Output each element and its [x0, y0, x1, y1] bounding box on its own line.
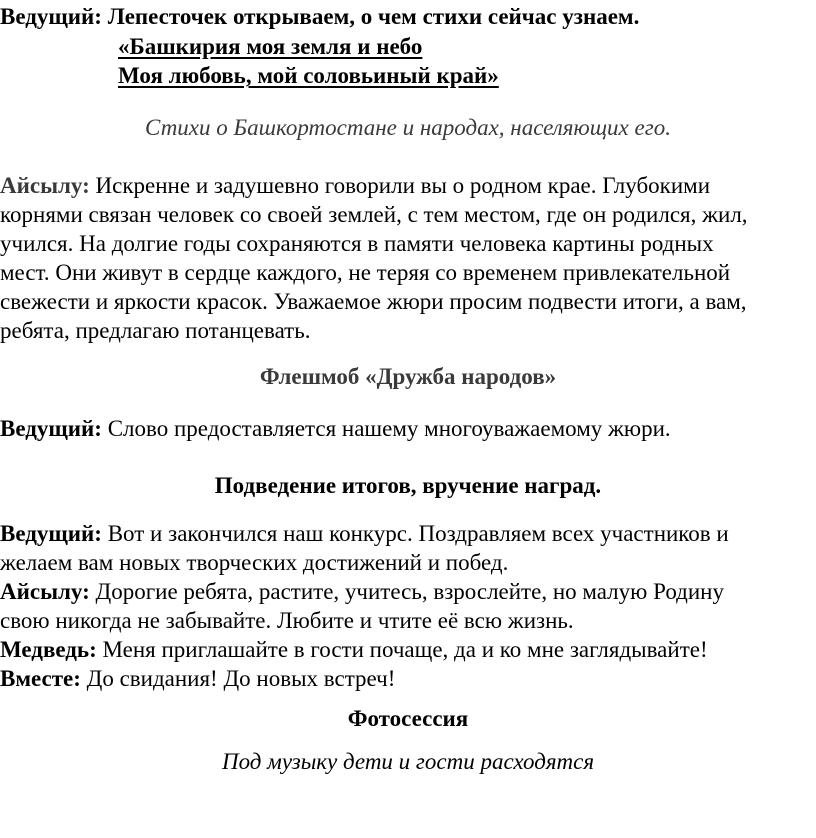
host-line: Вот и закончился наш конкурс. Поздравляем всех участников и: [107, 521, 729, 546]
host-line: желаем вам новых творческих достижений и побед.: [0, 550, 509, 575]
together-speaker: Вместе:: [0, 666, 81, 691]
bear-speaker: Медведь:: [0, 637, 97, 662]
aisylu-speaker: Айсылу:: [0, 579, 90, 604]
jury-speaker: Ведущий:: [0, 416, 102, 441]
host-speaker: Ведущий:: [0, 521, 102, 546]
poem-line-1: «Башкирия моя земля и небо: [118, 34, 423, 59]
aisylu-speaker: Айсылу:: [0, 173, 90, 198]
flashmob-heading: Флешмоб «Дружба народов»: [259, 364, 557, 389]
aisylu-paragraph: [0, 171, 800, 345]
aisylu-line: ребята, предлагаю потанцевать.: [0, 318, 311, 343]
photo-session-heading: Фотосессия: [347, 706, 469, 731]
aisylu-line: свежести и яркости красок. Уважаемое жюри просим подвести итоги, а вам,: [0, 289, 747, 314]
aisylu-closing-line: свою никогда не забывайте. Любите и чтите её всю жизнь.: [0, 608, 574, 633]
aisylu-line: Искренне и задушевно говорили вы о родном крае. Глубокими: [95, 173, 711, 198]
aisylu-line: мест. Они живут в сердце каждого, не теряя со временем привлекательной: [0, 260, 731, 285]
jury-line: [0, 414, 671, 444]
closing-block: [0, 519, 800, 693]
poem-line-2: Моя любовь, мой соловьиный край»: [118, 63, 499, 88]
intro-text: Лепесточек открываем, о чем стихи сейчас узнаем.: [107, 4, 640, 29]
together-text: До свидания! До новых встреч!: [86, 666, 396, 691]
results-heading: Подведение итогов, вручение наград.: [214, 473, 602, 498]
final-note: Под музыку дети и гости расходятся: [221, 749, 595, 774]
jury-text: Слово предоставляется нашему многоуважаемому жюри.: [107, 416, 671, 441]
poems-note: Стихи о Башкортостане и народах, населяющих его.: [145, 115, 671, 140]
aisylu-line: корнями связан человек со своей землей, с тем местом, где он родился, жил,: [0, 202, 748, 227]
intro-line: [0, 2, 639, 32]
aisylu-closing-line: Дорогие ребята, растите, учитесь, взрослейте, но малую Родину: [95, 579, 724, 604]
bear-text: Меня приглашайте в гости почаще, да и ко мне заглядывайте!: [102, 637, 708, 662]
intro-speaker: Ведущий:: [0, 4, 102, 29]
aisylu-line: учился. На долгие годы сохраняются в памяти человека картины родных: [0, 231, 714, 256]
